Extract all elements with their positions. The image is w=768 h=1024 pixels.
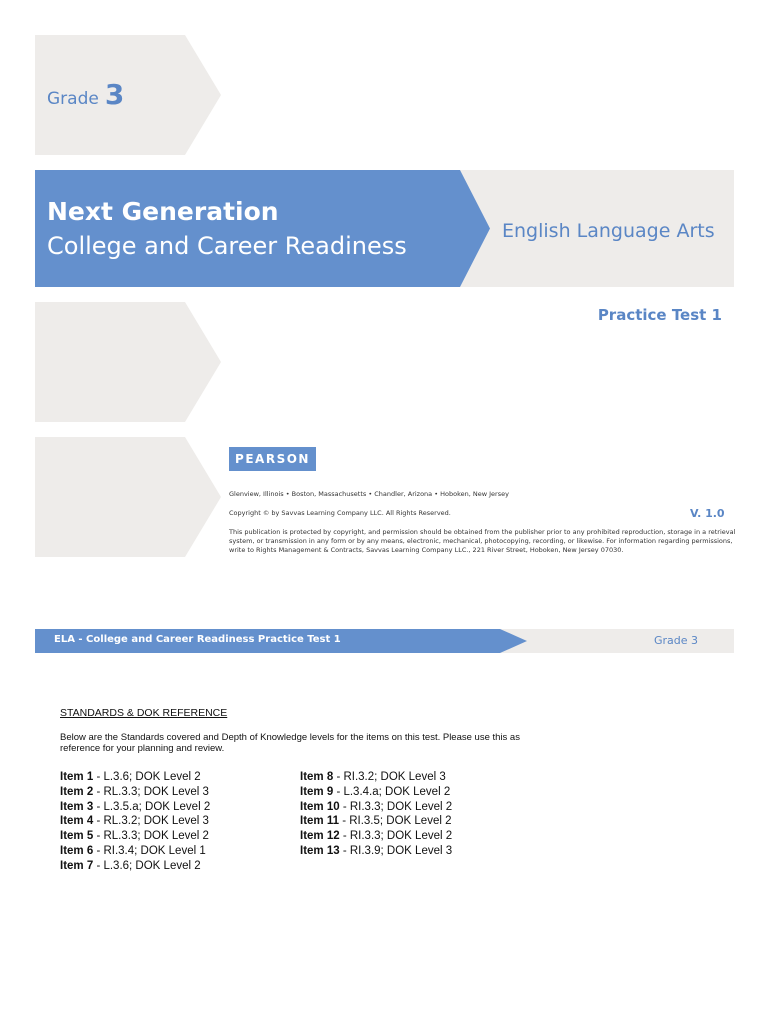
title-line-2: College and Career Readiness	[47, 232, 407, 260]
list-item: Item 12 - RI.3.3; DOK Level 2	[300, 830, 453, 843]
grade-number: 3	[104, 78, 125, 111]
decorative-chevron	[35, 437, 221, 557]
list-item: Item 6 - RI.3.4; DOK Level 1	[60, 844, 206, 857]
publisher-locations: Glenview, Illinois • Boston, Massachusetts • Chandler, Arizona • Hoboken, New Jersey	[229, 490, 509, 498]
list-item: Item 9 - L.3.4.a; DOK Level 2	[300, 785, 451, 798]
page-header-grade: Grade 3	[654, 634, 699, 647]
subject-title: English Language Arts	[502, 220, 715, 242]
grade-word: Grade	[47, 89, 99, 109]
list-item: Item 8 - RI.3.2; DOK Level 3	[300, 771, 446, 783]
list-item: Item 11 - RI.3.5; DOK Level 2	[300, 815, 452, 828]
list-item: Item 4 - RL.3.2; DOK Level 3	[60, 815, 209, 828]
title-band	[35, 170, 490, 287]
list-item: Item 3 - L.3.5.a; DOK Level 2	[60, 800, 211, 813]
standards-heading: STANDARDS & DOK REFERENCE	[60, 707, 228, 719]
items-column-1	[60, 770, 210, 874]
list-item: Item 13 - RI.3.9; DOK Level 3	[300, 844, 453, 857]
list-item: Item 7 - L.3.6; DOK Level 2	[60, 859, 201, 872]
list-item: Item 10 - RI.3.3; DOK Level 2	[300, 800, 453, 813]
legal-notice: This publication is protected by copyright, and permission should be obtained from the publisher prior to any prohibited reproduction, storage in a retrieval system, or transmission in any form or by any means, electronic, mechanical, photocopying, recording, or likewise. For information regarding permissions, write to Rights Management & Contracts, Savvas Learning Company LLC., 221 River Street, Hoboken, New Jersey 07030.	[229, 528, 736, 554]
standards-description: Below are the Standards covered and Depth of Knowledge levels for the items on this test. Please use this as reference for your planning and review.	[60, 732, 520, 754]
version-label: V. 1.0	[690, 507, 725, 520]
decorative-chevron	[35, 302, 221, 422]
list-item: Item 2 - RL.3.3; DOK Level 3	[60, 785, 209, 798]
practice-test-label: Practice Test 1	[597, 306, 722, 324]
list-item: Item 5 - RL.3.3; DOK Level 2	[60, 830, 209, 843]
copyright-notice: Copyright © by Savvas Learning Company LLC. All Rights Reserved.	[229, 509, 451, 517]
publisher-logo: PEARSON	[229, 447, 316, 471]
title-line-1: Next Generation	[47, 197, 279, 226]
grade-label	[47, 78, 124, 111]
page-header-title: ELA - College and Career Readiness Practice Test 1	[54, 634, 341, 645]
items-column-2	[300, 770, 452, 859]
list-item: Item 1 - L.3.6; DOK Level 2	[60, 771, 201, 783]
